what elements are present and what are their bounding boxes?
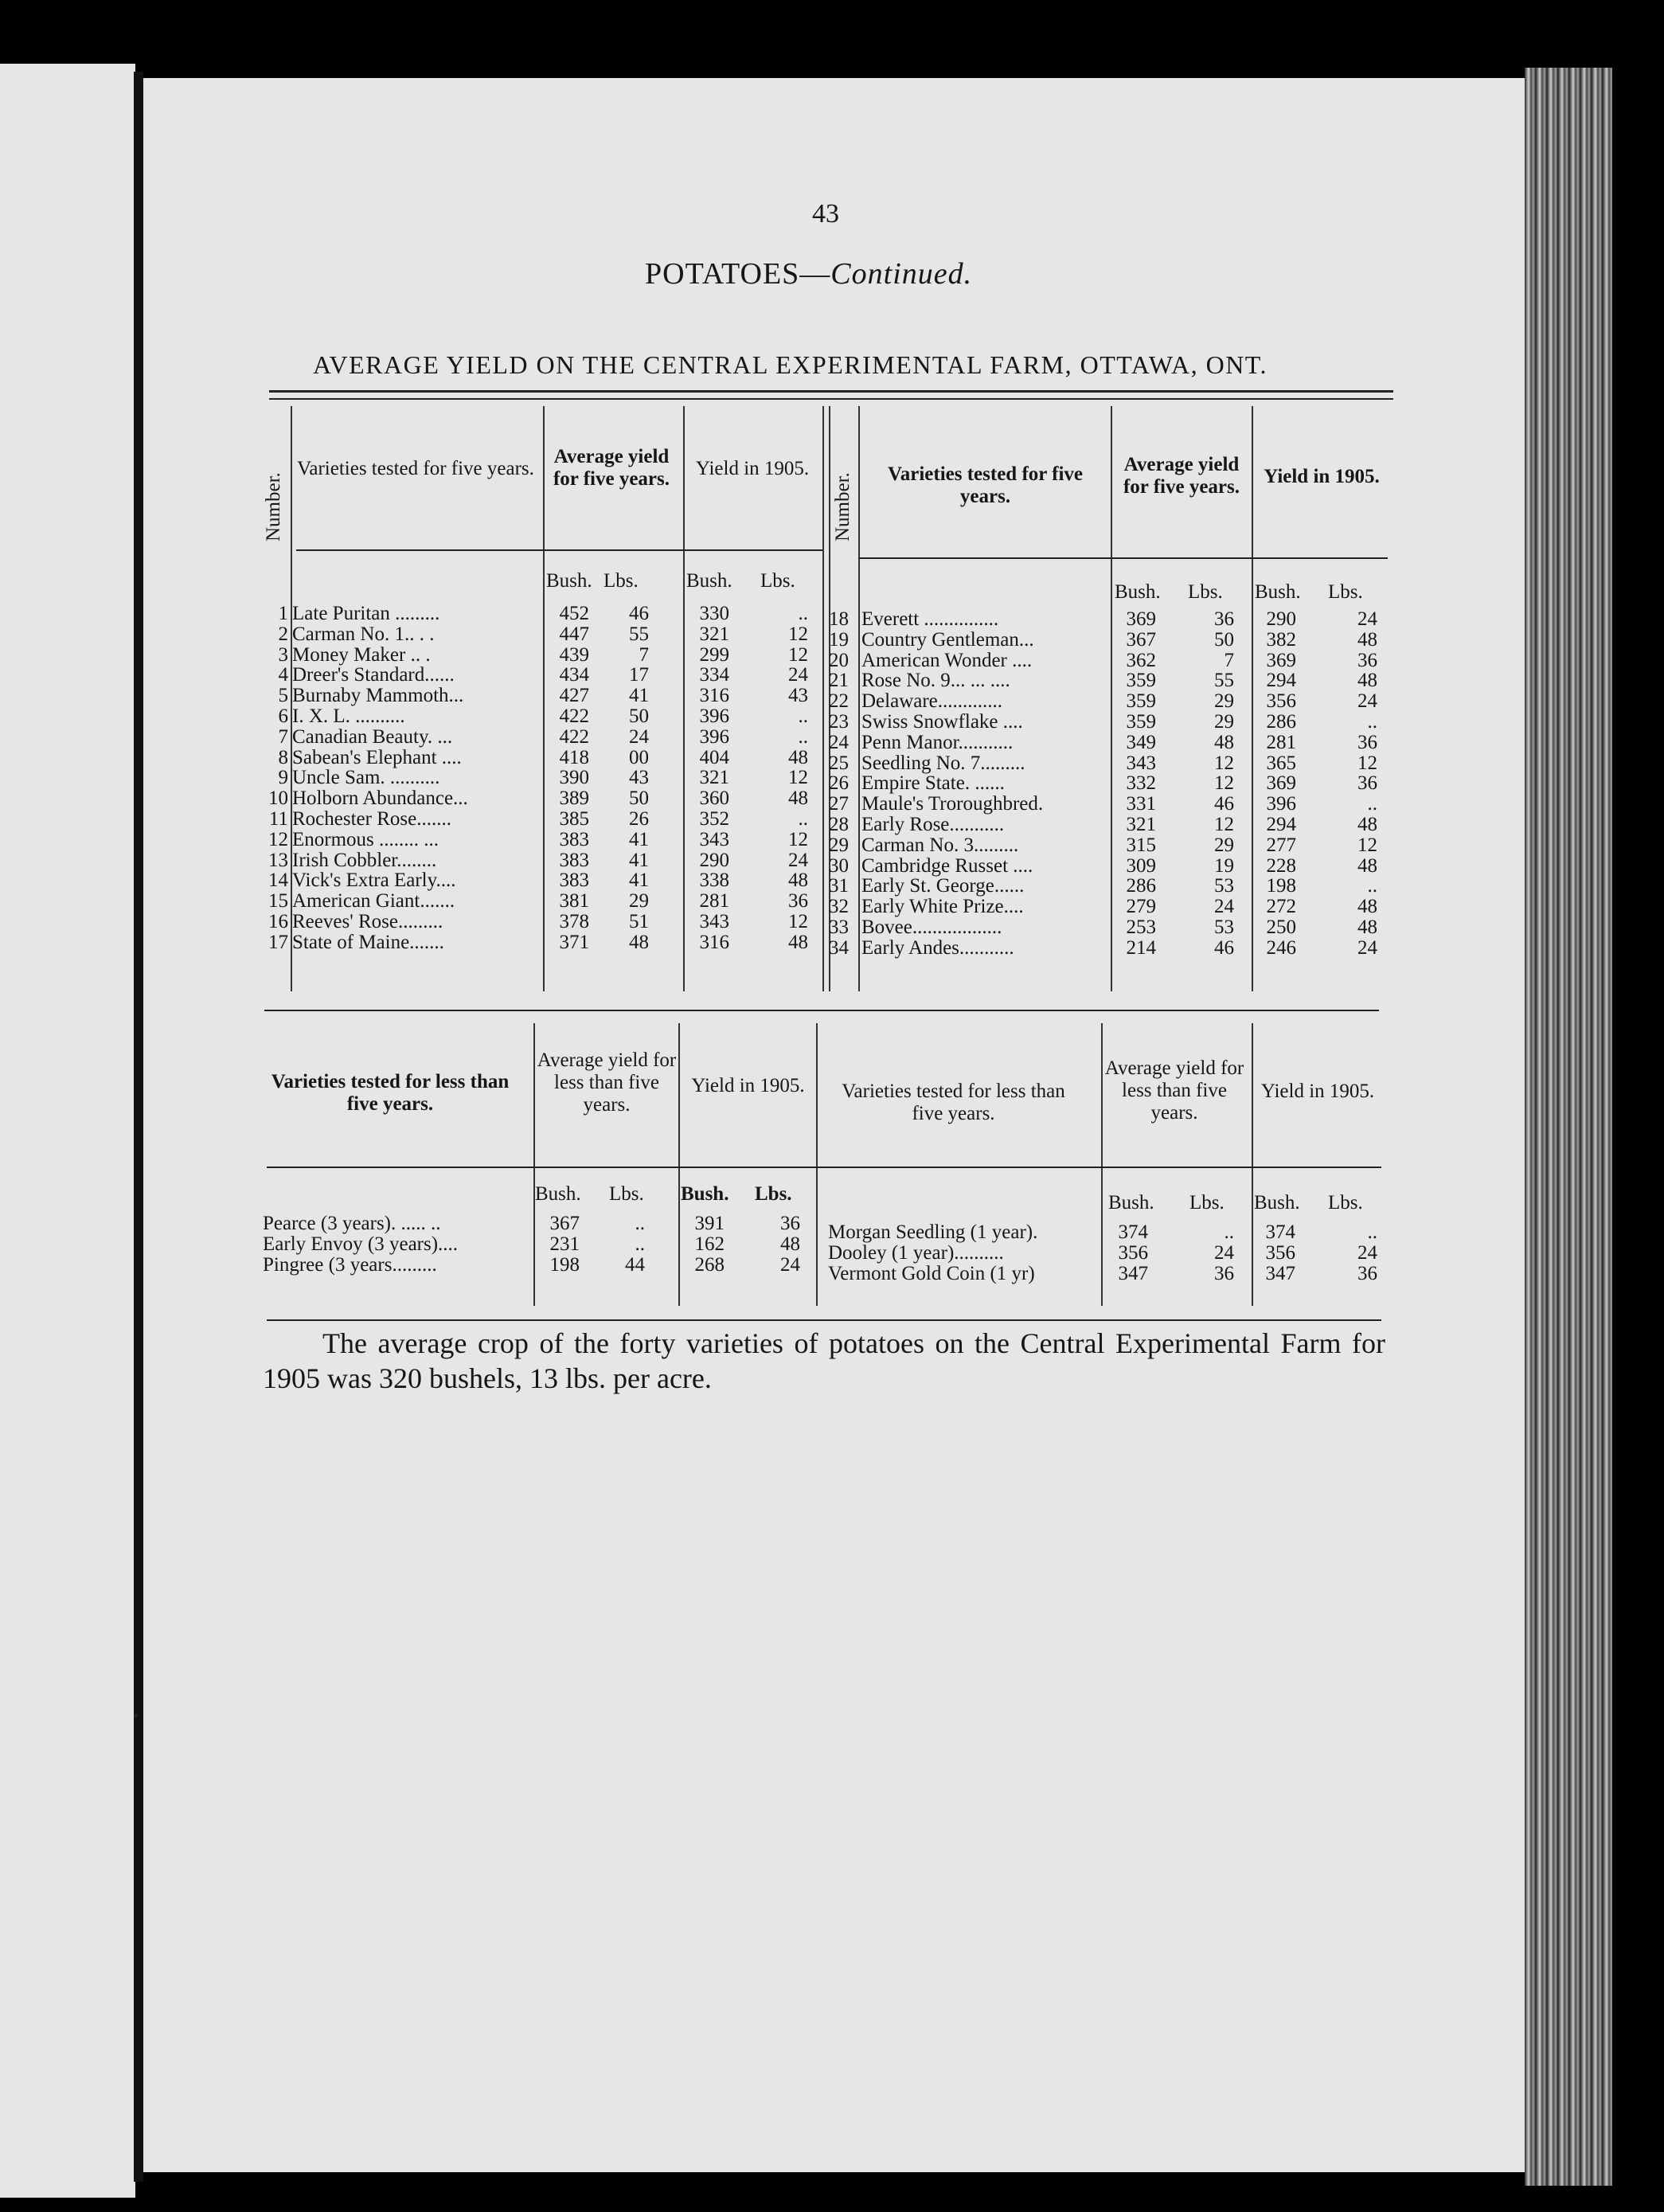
bottom-rule	[267, 1319, 1381, 1321]
yield-pounds: 48	[780, 1233, 800, 1255]
yield-bushels: 352	[699, 808, 729, 830]
avg-pounds: 29	[1214, 834, 1234, 856]
avg-bushels: 389	[559, 787, 589, 810]
yield-pounds: 24	[780, 1254, 800, 1276]
row-number: 23	[829, 711, 849, 733]
variety-name: Seedling No. 7.........	[861, 752, 1025, 774]
yield-pounds: ..	[1367, 793, 1377, 815]
variety-name: Delaware.............	[861, 690, 1003, 713]
avg-bushels: 349	[1126, 731, 1156, 753]
avg-bushels: 427	[559, 685, 589, 707]
yield-bushels: 404	[699, 746, 729, 768]
row-number: 20	[829, 649, 849, 671]
varieties-less-header-right: Varieties tested for less than five years.	[842, 1081, 1065, 1124]
row-number: 12	[268, 828, 288, 850]
yield-pounds: 48	[788, 746, 808, 768]
variety-name: Early White Prize....	[861, 896, 1024, 918]
row-number: 27	[829, 793, 849, 815]
variety-name: Penn Manor...........	[861, 731, 1014, 753]
unit-lbs: Lbs.	[603, 570, 639, 592]
yield-pounds: 24	[788, 849, 808, 871]
avg-pounds: ..	[635, 1233, 645, 1255]
variety-name: Early Rose...........	[861, 814, 1005, 835]
yield-bushels: 347	[1265, 1263, 1295, 1284]
avg-pounds: 50	[629, 787, 649, 810]
yield-pounds: ..	[798, 705, 808, 727]
avg-pounds: 36	[1214, 608, 1234, 630]
unit-lbs: Lbs.	[609, 1183, 644, 1205]
yield-pounds: 36	[780, 1213, 800, 1234]
avg-pounds: ..	[1224, 1221, 1234, 1243]
avg-pounds: 55	[629, 623, 649, 645]
yield-bushels: 290	[699, 849, 729, 871]
avg-bushels: 383	[559, 870, 589, 892]
variety-name: Early St. George......	[861, 875, 1025, 897]
variety-name: Holborn Abundance...	[292, 787, 468, 810]
varieties-five-header-left: Varieties tested for five years.	[297, 458, 534, 479]
unit-lbs: Lbs.	[1328, 1192, 1363, 1213]
top-rule-2	[269, 398, 1393, 400]
yield-pounds: 36	[1357, 649, 1377, 671]
row-number: 19	[829, 628, 849, 651]
yield-pounds: 12	[788, 623, 808, 645]
head-rule-lower	[267, 1167, 1381, 1168]
yield-pounds: 12	[788, 767, 808, 789]
variety-name: Carman No. 1.. . .	[292, 623, 435, 645]
yield-pounds: 12	[1357, 752, 1377, 774]
row-number: 31	[829, 875, 849, 897]
yield-bushels: 294	[1266, 814, 1296, 835]
row-number: 8	[278, 746, 288, 768]
yield-pounds: 24	[788, 664, 808, 686]
yield-pounds: 36	[1357, 772, 1377, 795]
vrule	[1252, 1023, 1253, 1306]
avg-bushels: 367	[1126, 628, 1156, 651]
row-number: 14	[268, 870, 288, 892]
yield-bushels: 162	[694, 1233, 725, 1255]
yield-bushels: 343	[699, 828, 729, 850]
avg-bushels: 447	[559, 623, 589, 645]
avg-bushels: 385	[559, 808, 589, 830]
page-title	[645, 256, 972, 291]
avg-pounds: ..	[635, 1213, 645, 1234]
yield-bushels: 228	[1266, 854, 1296, 877]
yield-pounds: 12	[788, 911, 808, 932]
variety-name: Sabean's Elephant ....	[292, 746, 462, 768]
avg-bushels: 422	[559, 725, 589, 748]
avg-bushels: 321	[1126, 814, 1156, 835]
avg-bushels: 309	[1126, 854, 1156, 877]
vrule	[1101, 1023, 1103, 1306]
avg-pounds: 41	[629, 828, 649, 850]
variety-name: Early Envoy (3 years)....	[263, 1233, 459, 1255]
yield-pounds: 48	[788, 870, 808, 892]
variety-name: Enormous ........ ...	[292, 828, 439, 850]
variety-name: Dooley (1 year)..........	[828, 1242, 1004, 1264]
variety-name: Swiss Snowflake ....	[861, 711, 1023, 733]
variety-name: Reeves' Rose.........	[292, 911, 443, 932]
avg-pounds: 12	[1214, 814, 1234, 835]
avg-pounds: 7	[1224, 649, 1234, 671]
row-number: 30	[829, 854, 849, 877]
table-caption: AVERAGE YIELD ON THE CENTRAL EXPERIMENTAL FARM, OTTAWA, ONT.	[313, 350, 1268, 379]
row-number: 32	[829, 896, 849, 918]
yield-pounds: 12	[1357, 834, 1377, 856]
yield-bushels: 250	[1266, 916, 1296, 938]
yield-bushels: 299	[699, 643, 729, 666]
avg-pounds: 12	[1214, 752, 1234, 774]
yield-bushels: 374	[1265, 1221, 1295, 1243]
avg-bushels: 253	[1126, 916, 1156, 938]
variety-name: Money Maker .. .	[292, 643, 431, 666]
avg-bushels: 315	[1126, 834, 1156, 856]
yield-bushels: 286	[1266, 711, 1296, 733]
avg-pounds: 48	[629, 931, 649, 953]
variety-name: I. X. L. ..........	[292, 705, 405, 727]
avg-less-header-left: Average yield for less than five years.	[537, 1049, 677, 1116]
row-number: 13	[268, 849, 288, 871]
unit-lbs: Lbs.	[755, 1183, 792, 1205]
avg-less-header-right: Average yield for less than five years.	[1104, 1057, 1244, 1124]
variety-name: Vermont Gold Coin (1 yr)	[828, 1263, 1035, 1284]
avg-pounds: 29	[1214, 711, 1234, 733]
unit-bush: Bush.	[535, 1183, 581, 1205]
yield-bushels: 277	[1266, 834, 1296, 856]
row-number: 26	[829, 772, 849, 795]
variety-name: Bovee..................	[861, 916, 1002, 938]
number-header-left: Number.	[263, 472, 284, 541]
avg-bushels: 381	[559, 890, 589, 913]
unit-bush: Bush.	[546, 570, 592, 592]
row-number: 22	[829, 690, 849, 713]
yield-bushels: 360	[699, 787, 729, 810]
vrule	[1111, 406, 1112, 991]
avg-pounds: 43	[629, 767, 649, 789]
row-number: 17	[268, 931, 288, 953]
page-number: 43	[812, 199, 839, 229]
yield-1905-less-left: Yield in 1905.	[691, 1075, 805, 1096]
avg-bushels: 359	[1126, 690, 1156, 713]
yield-bushels: 268	[694, 1254, 725, 1276]
yield-pounds: 12	[788, 643, 808, 666]
avg-pounds: 50	[1214, 628, 1234, 651]
variety-name: Early Andes...........	[861, 936, 1014, 959]
avg-bushels: 286	[1126, 875, 1156, 897]
yield-bushels: 396	[699, 725, 729, 748]
yield-bushels: 365	[1266, 752, 1296, 774]
row-number: 16	[268, 911, 288, 932]
vrule	[678, 1023, 680, 1306]
variety-name: Rose No. 9... ... ....	[861, 670, 1010, 692]
variety-name: Everett ...............	[861, 608, 999, 630]
variety-name: Dreer's Standard......	[292, 664, 455, 686]
row-number: 7	[278, 725, 288, 748]
vrule	[543, 406, 545, 991]
row-number: 5	[278, 685, 288, 707]
variety-name: Rochester Rose.......	[292, 808, 451, 830]
yield-pounds: 48	[1357, 814, 1377, 835]
avg-bushels: 198	[549, 1254, 580, 1276]
yield-pounds: ..	[1367, 1221, 1377, 1243]
variety-name: State of Maine.......	[292, 931, 444, 953]
yield-bushels: 334	[699, 664, 729, 686]
avg-pounds: 44	[625, 1254, 645, 1276]
yield-pounds: 24	[1357, 690, 1377, 713]
avg-bushels: 231	[549, 1233, 580, 1255]
vrule	[683, 406, 685, 991]
unit-lbs: Lbs.	[1189, 1192, 1225, 1213]
vrule	[858, 406, 860, 991]
row-number: 9	[278, 767, 288, 789]
variety-name: American Giant.......	[292, 890, 455, 913]
row-number: 18	[829, 608, 849, 630]
yield-pounds: 24	[1357, 1242, 1377, 1264]
yield-bushels: 356	[1265, 1242, 1295, 1264]
yield-pounds: 36	[1357, 1263, 1377, 1284]
page-gutter	[134, 72, 143, 2182]
ink-dot	[134, 1714, 138, 1718]
title-main: POTATOES—	[645, 257, 831, 291]
row-number: 1	[278, 603, 288, 624]
yield-bushels: 281	[1266, 731, 1296, 753]
avg-bushels: 390	[559, 767, 589, 789]
yield-bushels: 272	[1266, 896, 1296, 918]
yield-bushels: 356	[1266, 690, 1296, 713]
avg-bushels: 439	[559, 643, 589, 666]
yield-1905-header-right: Yield in 1905.	[1264, 466, 1380, 487]
row-number: 24	[829, 731, 849, 753]
avg-pounds: 00	[629, 746, 649, 768]
avg-pounds: 29	[629, 890, 649, 913]
yield-pounds: 48	[1357, 896, 1377, 918]
variety-name: American Wonder ....	[861, 649, 1033, 671]
avg-bushels: 383	[559, 828, 589, 850]
avg-bushels: 362	[1126, 649, 1156, 671]
avg-bushels: 422	[559, 705, 589, 727]
avg-pounds: 46	[1214, 793, 1234, 815]
avg-bushels: 332	[1126, 772, 1156, 795]
footnote: The average crop of the forty varieties of potatoes on the Central Experimental Farm for 1905 was 320 bushels, 13 lbs. per acre.	[263, 1327, 1385, 1394]
yield-pounds: 48	[1357, 670, 1377, 692]
avg-bushels: 418	[559, 746, 589, 768]
yield-bushels: 281	[699, 890, 729, 913]
yield-pounds: 24	[1357, 608, 1377, 630]
avg-bushels: 367	[549, 1213, 580, 1234]
unit-lbs: Lbs.	[1188, 581, 1223, 603]
row-number: 34	[829, 936, 849, 959]
avg-pounds: 48	[1214, 731, 1234, 753]
unit-bush: Bush.	[686, 570, 732, 592]
avg-bushels: 378	[559, 911, 589, 932]
top-rule-1	[269, 390, 1393, 393]
head-rule	[543, 549, 822, 551]
yield-bushels: 294	[1266, 670, 1296, 692]
row-number: 33	[829, 916, 849, 938]
yield-bushels: 338	[699, 870, 729, 892]
yield-bushels: 330	[699, 603, 729, 624]
yield-pounds: 48	[1357, 854, 1377, 877]
yield-bushels: 316	[699, 931, 729, 953]
varieties-five-header-right: Varieties tested for five years.	[887, 463, 1084, 507]
unit-bush: Bush.	[1115, 581, 1161, 603]
row-number: 28	[829, 814, 849, 835]
row-number: 2	[278, 623, 288, 645]
avg-pounds: 55	[1214, 670, 1234, 692]
avg-pounds: 46	[629, 603, 649, 624]
variety-name: Carman No. 3.........	[861, 834, 1019, 856]
avg-pounds: 17	[629, 664, 649, 686]
head-rule	[858, 557, 1388, 559]
unit-bush: Bush.	[1108, 1192, 1154, 1213]
avg-pounds: 24	[629, 725, 649, 748]
avg-pounds: 51	[629, 911, 649, 932]
unit-lbs: Lbs.	[760, 570, 795, 592]
yield-pounds: 24	[1357, 936, 1377, 959]
yield-bushels: 369	[1266, 772, 1296, 795]
variety-name: Uncle Sam. ..........	[292, 767, 440, 789]
yield-1905-less-right: Yield in 1905.	[1260, 1081, 1375, 1102]
yield-bushels: 321	[699, 623, 729, 645]
yield-pounds: 12	[788, 828, 808, 850]
row-number: 11	[268, 808, 288, 830]
yield-pounds: 43	[788, 685, 808, 707]
variety-name: Empire State. ......	[861, 772, 1005, 795]
avg-bushels: 331	[1126, 793, 1156, 815]
vrule	[533, 1023, 535, 1306]
variety-name: Pingree (3 years.........	[263, 1254, 437, 1276]
yield-pounds: ..	[1367, 711, 1377, 733]
row-number: 10	[268, 787, 288, 810]
yield-bushels: 391	[694, 1213, 725, 1234]
yield-bushels: 369	[1266, 649, 1296, 671]
avg-pounds: 41	[629, 849, 649, 871]
variety-name: Cambridge Russet ....	[861, 854, 1033, 877]
row-number: 4	[278, 664, 288, 686]
yield-bushels: 321	[699, 767, 729, 789]
avg-pounds: 26	[629, 808, 649, 830]
yield-pounds: 48	[1357, 628, 1377, 651]
avg-pounds: 50	[629, 705, 649, 727]
yield-pounds: ..	[798, 725, 808, 748]
unit-bush: Bush.	[1255, 581, 1301, 603]
avg-pounds: 7	[639, 643, 649, 666]
yield-pounds: 48	[788, 931, 808, 953]
unit-lbs: Lbs.	[1328, 581, 1363, 603]
yield-pounds: ..	[798, 808, 808, 830]
avg-pounds: 41	[629, 685, 649, 707]
avg-bushels: 434	[559, 664, 589, 686]
avg-bushels: 383	[559, 849, 589, 871]
mid-rule	[264, 1010, 1379, 1011]
yield-bushels: 396	[699, 705, 729, 727]
yield-bushels: 382	[1266, 628, 1296, 651]
avg-bushels: 359	[1126, 711, 1156, 733]
avg-bushels: 279	[1126, 896, 1156, 918]
avg-bushels: 371	[559, 931, 589, 953]
avg-pounds: 24	[1214, 1242, 1234, 1264]
vrule	[1252, 406, 1253, 991]
variety-name: Late Puritan .........	[292, 603, 440, 624]
yield-bushels: 396	[1266, 793, 1296, 815]
variety-name: Burnaby Mammoth...	[292, 685, 464, 707]
row-number: 29	[829, 834, 849, 856]
yield-pounds: ..	[1367, 875, 1377, 897]
avg-pounds: 29	[1214, 690, 1234, 713]
avg-bushels: 343	[1126, 752, 1156, 774]
avg-bushels: 347	[1118, 1263, 1148, 1284]
variety-name: Vick's Extra Early....	[292, 870, 456, 892]
title-continued: Continued.	[830, 257, 973, 291]
yield-pounds: 48	[1357, 916, 1377, 938]
book-fore-edge	[1525, 68, 1612, 2186]
yield-bushels: 246	[1266, 936, 1296, 959]
avg-five-header-right: Average yield for five years.	[1123, 454, 1240, 498]
yield-bushels: 290	[1266, 608, 1296, 630]
avg-pounds: 46	[1214, 936, 1234, 959]
variety-name: Maule's Troroughbred.	[861, 793, 1044, 815]
avg-bushels: 356	[1118, 1242, 1148, 1264]
vrule	[816, 1023, 818, 1306]
row-number: 15	[268, 890, 288, 913]
yield-bushels: 316	[699, 685, 729, 707]
variety-name: Canadian Beauty. ...	[292, 725, 453, 748]
unit-bush: Bush.	[1254, 1192, 1300, 1213]
row-number: 6	[278, 705, 288, 727]
row-number: 21	[829, 670, 849, 692]
variety-name: Pearce (3 years). ..... ..	[263, 1213, 441, 1234]
yield-pounds: 36	[1357, 731, 1377, 753]
vrule	[822, 406, 824, 991]
varieties-less-header-left: Varieties tested for less than five years.	[271, 1071, 510, 1115]
avg-bushels: 374	[1118, 1221, 1148, 1243]
yield-bushels: 198	[1266, 875, 1296, 897]
variety-name: Country Gentleman...	[861, 628, 1034, 651]
yield-pounds: 36	[788, 890, 808, 913]
avg-pounds: 41	[629, 870, 649, 892]
unit-bush: Bush.	[681, 1183, 729, 1205]
variety-name: Morgan Seedling (1 year).	[828, 1221, 1038, 1243]
avg-pounds: 53	[1214, 916, 1234, 938]
yield-pounds: 48	[788, 787, 808, 810]
avg-pounds: 12	[1214, 772, 1234, 795]
avg-pounds: 24	[1214, 896, 1234, 918]
yield-1905-header-left: Yield in 1905.	[695, 458, 810, 479]
facing-page-edge	[0, 64, 135, 2198]
yield-pounds: ..	[798, 603, 808, 624]
avg-pounds: 19	[1214, 854, 1234, 877]
row-number: 3	[278, 643, 288, 666]
head-rule	[296, 549, 543, 551]
avg-bushels: 452	[559, 603, 589, 624]
variety-name: Irish Cobbler........	[292, 849, 437, 871]
avg-bushels: 214	[1126, 936, 1156, 959]
avg-bushels: 369	[1126, 608, 1156, 630]
avg-pounds: 53	[1214, 875, 1234, 897]
avg-bushels: 359	[1126, 670, 1156, 692]
yield-bushels: 343	[699, 911, 729, 932]
row-number: 25	[829, 752, 849, 774]
avg-five-header-left: Average yield for five years.	[553, 446, 670, 490]
number-header-right: Number.	[832, 472, 853, 541]
avg-pounds: 36	[1214, 1263, 1234, 1284]
